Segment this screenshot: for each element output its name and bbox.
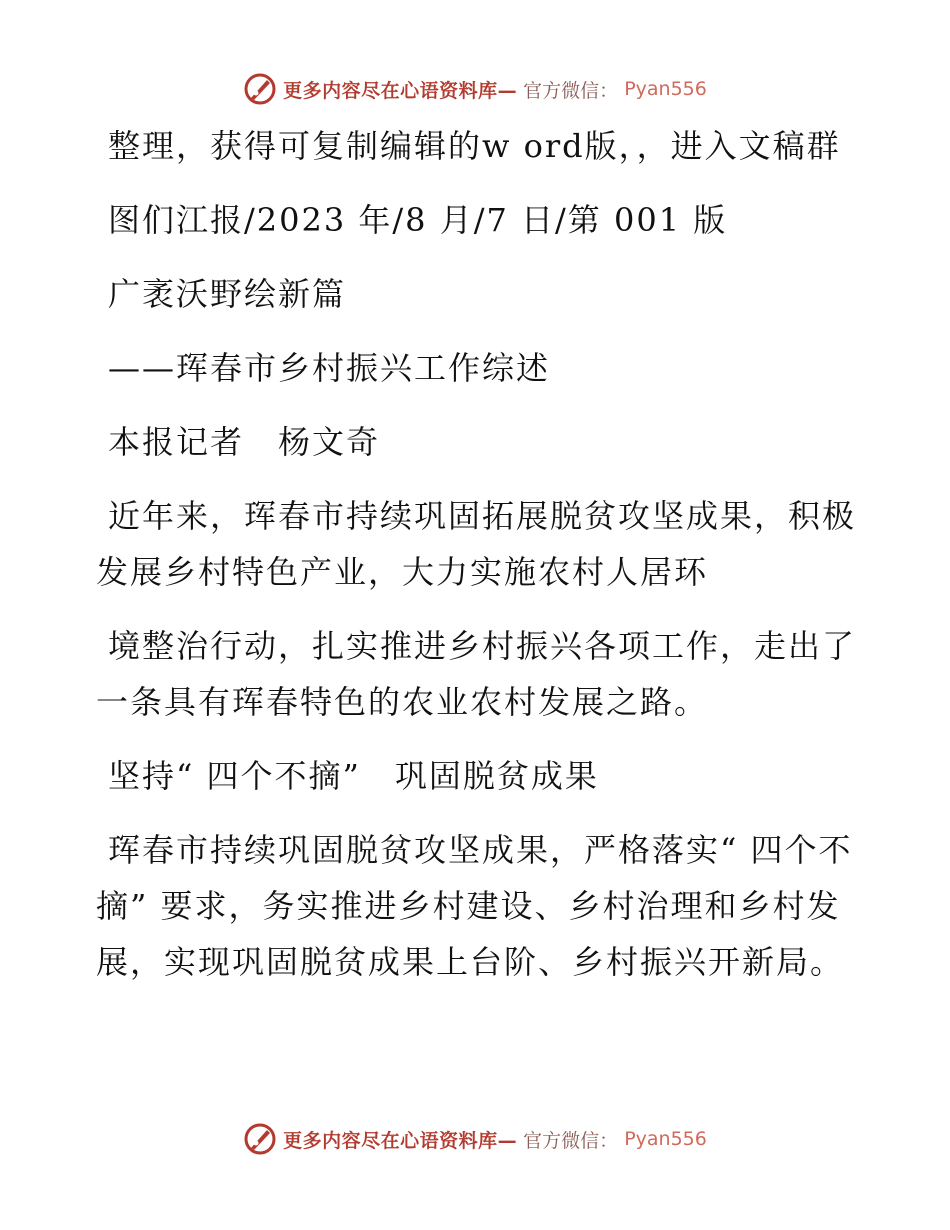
watermark-text: 更多内容尽在心语资料库— <box>283 1129 518 1152</box>
paragraph-source: 图们江报/2023 年/8 月/7 日/第 001 版 <box>108 201 728 239</box>
section-heading: 坚持“ 四个不摘” 巩固脱贫成果 <box>108 757 599 795</box>
header-watermark <box>0 72 950 106</box>
watermark-text: 更多内容尽在心语资料库— <box>283 79 518 102</box>
document-body <box>96 118 856 1008</box>
watermark-wechat-id: Pyan556 <box>624 1128 707 1150</box>
quill-circle-icon <box>243 1122 277 1156</box>
footer-watermark <box>0 1122 950 1156</box>
watermark-wechat-label: 官方微信： <box>523 1129 619 1152</box>
paragraph-body-3: 珲春市持续巩固脱贫攻坚成果，严格落实“ 四个不摘” 要求，务实推进乡村建设、乡村治理和乡村发展，实现巩固脱贫成果上台阶、乡村振兴开新局。 <box>96 831 853 981</box>
watermark-wechat-label: 官方微信： <box>523 79 619 102</box>
paragraph-intro: 整理，获得可复制编辑的w ord版，，进入文稿群 <box>108 127 841 165</box>
paragraph-body-2: 境整治行动，扎实推进乡村振兴各项工作，走出了一条具有珲春特色的农业农村发展之路。 <box>96 627 857 721</box>
paragraph-body-1: 近年来，珲春市持续巩固拓展脱贫攻坚成果，积极发展乡村特色产业，大力实施农村人居环 <box>96 497 857 591</box>
article-title: 广袤沃野绘新篇 <box>108 275 347 313</box>
article-byline: 本报记者 杨文奇 <box>108 423 381 461</box>
watermark-wechat-id: Pyan556 <box>624 78 707 100</box>
article-subtitle: ——珲春市乡村振兴工作综述 <box>108 349 551 387</box>
quill-circle-icon <box>243 72 277 106</box>
